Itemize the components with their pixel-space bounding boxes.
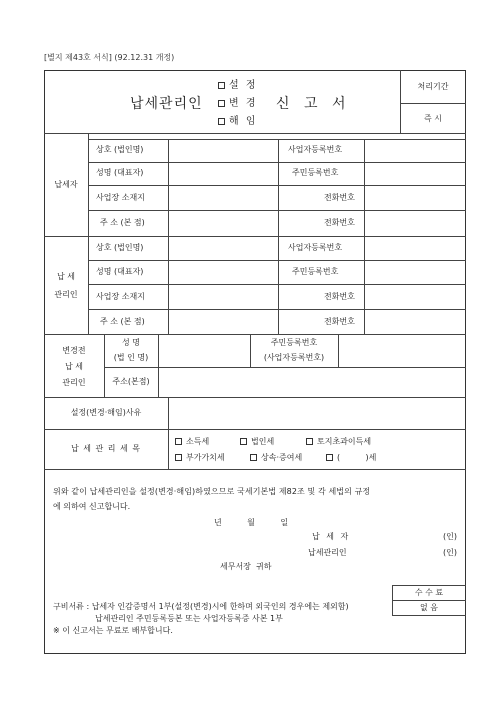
agent-phone2-field[interactable] (365, 310, 465, 333)
required-docs-line2: 납세관리인 주민등록등본 또는 사업자등록증 사본 1부 (95, 614, 283, 623)
declaration-line1: 위와 같이 납세관리인을 설정(변경·해임)하였으므로 국세기본법 제82조 및 각 세법의 규정 (53, 487, 371, 496)
taxpayer-trade-name-field[interactable] (169, 140, 277, 161)
prev-address-label: 주소(본점) (112, 377, 150, 386)
required-docs-line1: 구비서류 : 납세자 인감증명서 1부(설정(변경)시에 한하며 외국인의 경우에는 제외함) (53, 602, 349, 611)
taxpayer-seal: (인) (443, 532, 457, 541)
processing-period-value: 즉 시 (424, 114, 442, 123)
taxpayer-label: 납세자 (54, 180, 78, 189)
prev-address-field[interactable] (159, 368, 465, 396)
checkbox-icon[interactable] (250, 454, 257, 461)
taxpayer-business-reg-label: 사업자등록번호 (288, 145, 343, 154)
agent-address-field[interactable] (169, 310, 277, 333)
option-dismiss[interactable]: 해 임 (218, 116, 258, 128)
reason-field[interactable] (169, 398, 465, 428)
taxpayer-business-reg-field[interactable] (365, 140, 465, 161)
divider (400, 70, 401, 133)
checkbox-icon[interactable] (240, 438, 247, 445)
taxpayer-name-field[interactable] (169, 163, 277, 184)
agent-seal: (인) (443, 548, 457, 557)
tax-item-other[interactable]: ( )세 (326, 453, 376, 463)
reason-label: 설정(변경·해임)사유 (70, 408, 142, 417)
agent-trade-name-field[interactable] (169, 237, 277, 259)
agent-phone-field[interactable] (365, 285, 465, 308)
divider (400, 103, 466, 104)
prev-name-field[interactable] (159, 335, 249, 366)
taxpayer-location-label: 사업장 소재지 (96, 193, 145, 202)
checkbox-icon[interactable] (218, 118, 225, 125)
prev-agent-label-3: 관리인 (62, 378, 86, 387)
taxpayer-location-field[interactable] (169, 186, 277, 209)
divider (44, 133, 466, 134)
divider (88, 236, 89, 334)
divider (392, 585, 393, 615)
tax-item-inheritance[interactable]: 상속·증여세 (250, 453, 302, 463)
tax-items-label: 납 세 관 리 세 목 (70, 444, 142, 453)
taxpayer-phone2-field[interactable] (365, 211, 465, 235)
taxpayer-address-field[interactable] (169, 211, 277, 235)
agent-location-field[interactable] (169, 285, 277, 308)
checkbox-icon[interactable] (175, 438, 182, 445)
taxpayer-resident-reg-field[interactable] (365, 163, 465, 184)
prev-reg-field[interactable] (339, 335, 465, 366)
taxpayer-phone2-label: 전화번호 (324, 218, 355, 227)
agent-resident-reg-label: 주민등록번호 (292, 267, 339, 276)
divider (44, 429, 466, 430)
agent-trade-name-label: 상호 (법인명) (96, 243, 144, 252)
prev-name-label: 성 명 (122, 338, 140, 347)
prev-name-label-sub: (법 인 명) (113, 353, 149, 362)
divider (392, 615, 466, 616)
agent-phone2-label: 전화번호 (324, 317, 355, 326)
declaration-line2: 에 의하여 신고합니다. (53, 502, 131, 511)
divider (168, 429, 169, 469)
divider (104, 334, 105, 397)
recipient: 세무서장 귀하 (220, 562, 272, 571)
divider (392, 600, 466, 601)
checkbox-icon[interactable] (218, 100, 225, 107)
taxpayer-signature-label: 납 세 자 (312, 532, 351, 541)
checkbox-icon[interactable] (306, 438, 313, 445)
agent-address-label: 주 소 (본 점) (100, 317, 145, 326)
agent-name-label: 성명 (대표자) (96, 267, 144, 276)
agent-signature-label: 납세관리인 (308, 548, 347, 557)
form-number: [별지 제43호 서식] (92.12.31 개정) (44, 53, 175, 62)
prev-reg-label-sub: (사업자등록번호) (263, 353, 325, 362)
agent-phone-label: 전화번호 (324, 292, 355, 301)
form-title-left: 납세관리인 (130, 96, 203, 112)
divider (44, 469, 466, 470)
checkbox-icon[interactable] (218, 82, 225, 89)
option-establish[interactable]: 설 정 (218, 80, 258, 92)
fee-value: 없 음 (420, 603, 438, 612)
agent-label-line1: 납 세 (57, 272, 75, 281)
tax-item-corporate[interactable]: 법인세 (240, 437, 274, 447)
agent-label-line2: 관리인 (54, 290, 78, 299)
divider (392, 585, 466, 586)
declaration-date: 년 월 일 (214, 518, 289, 527)
prev-agent-label-1: 변경전 (62, 346, 86, 355)
agent-name-field[interactable] (169, 261, 277, 283)
tax-item-vat[interactable]: 부가가치세 (175, 453, 225, 463)
fee-label: 수 수 료 (414, 588, 444, 597)
taxpayer-name-label: 성명 (대표자) (96, 168, 144, 177)
taxpayer-trade-name-label: 상호 (법인명) (96, 145, 144, 154)
checkbox-icon[interactable] (175, 454, 182, 461)
prev-agent-label-2: 납 세 (65, 362, 83, 371)
divider (250, 334, 251, 367)
free-distribution-note: ※ 이 신고서는 무료로 배부합니다. (53, 626, 173, 635)
taxpayer-resident-reg-label: 주민등록번호 (292, 168, 339, 177)
agent-location-label: 사업장 소재지 (96, 292, 145, 301)
checkbox-icon[interactable] (326, 454, 333, 461)
agent-business-reg-field[interactable] (365, 237, 465, 259)
agent-business-reg-label: 사업자등록번호 (288, 243, 343, 252)
taxpayer-phone-field[interactable] (365, 186, 465, 209)
tax-item-income[interactable]: 소득세 (175, 437, 209, 447)
agent-resident-reg-field[interactable] (365, 261, 465, 283)
form-title-right: 신 고 서 (276, 96, 351, 112)
taxpayer-phone-label: 전화번호 (324, 193, 355, 202)
prev-reg-label: 주민등록번호 (270, 338, 318, 347)
tax-item-land-excess[interactable]: 토지초과이득세 (306, 437, 371, 447)
option-change[interactable]: 변 경 (218, 98, 258, 110)
processing-period-label: 처리기간 (417, 82, 449, 91)
taxpayer-address-label: 주 소 (본 점) (100, 218, 145, 227)
